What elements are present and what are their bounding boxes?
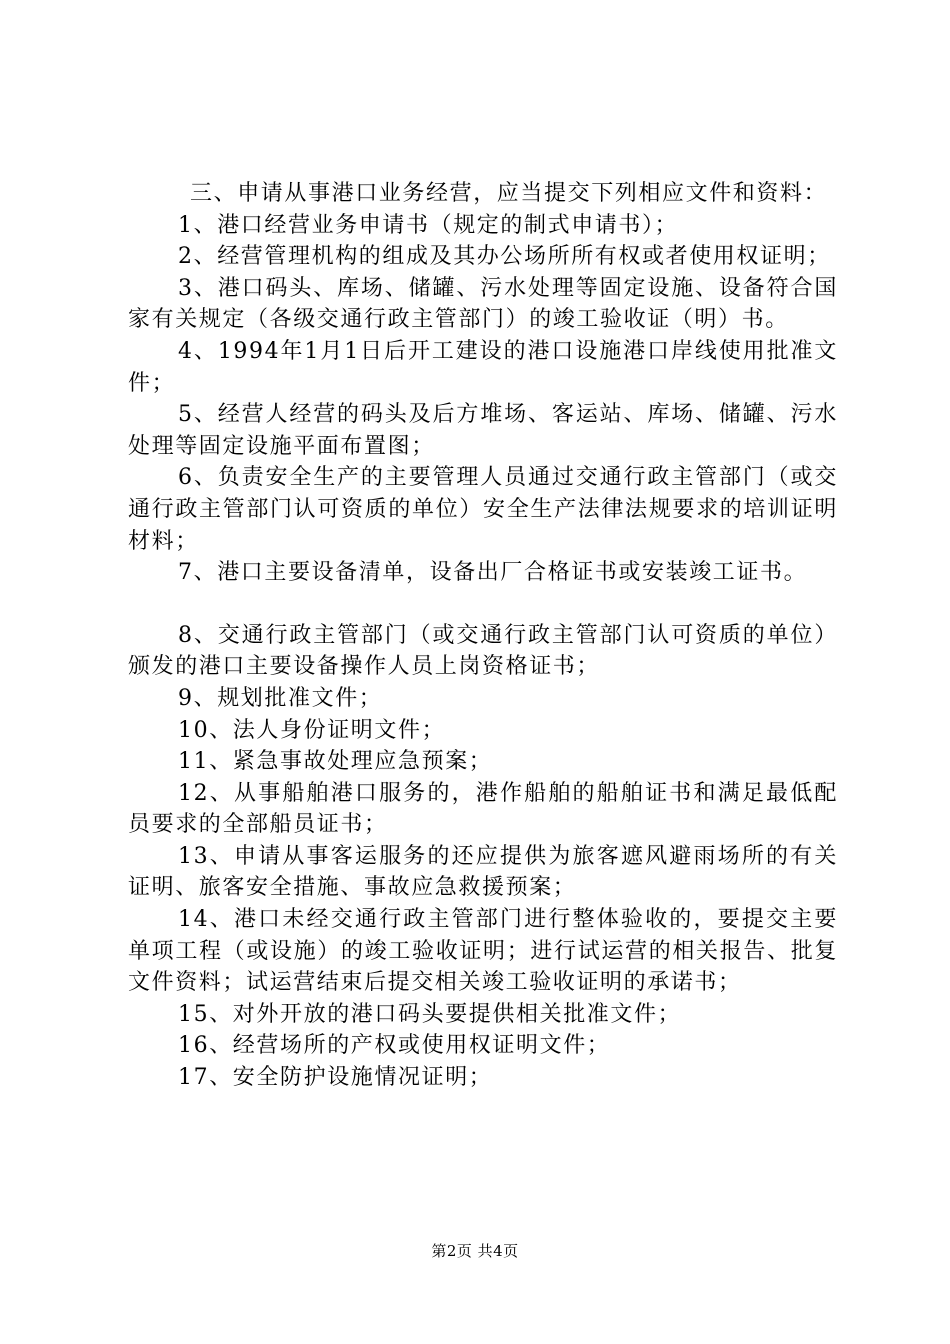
list-item-16: 16、经营场所的产权或使用权证明文件； xyxy=(178,1033,611,1059)
section-heading-paragraph: 三、申请从事港口业务经营，应当提交下列相应文件和资料： xyxy=(190,181,828,206)
list-item-8: 8、交通行政主管部门（或交通行政主管部门认可资质的单位）颁发的港口主要设备操作人员上岗资格证书； xyxy=(128,622,838,680)
list-item-9: 9、规划批准文件； xyxy=(178,685,383,711)
list-item-17: 17、安全防护设施情况证明； xyxy=(178,1065,493,1091)
list-item-10: 10、法人身份证明文件； xyxy=(178,717,446,743)
list-item-5: 5、经营人经营的码头及后方堆场、客运站、库场、储罐、污水处理等固定设施平面布置图； xyxy=(128,402,838,459)
list-item-14: 14、港口未经交通行政主管部门进行整体验收的，要提交主要单项工程（或设施）的竣工验收证明；进行试运营的相关报告、批复文件资料；试运营结束后提交相关竣工验收证明的承诺书； xyxy=(128,907,838,996)
document-body xyxy=(128,178,838,1094)
page-footer: 第2页 共4页 xyxy=(431,1242,519,1260)
list-item-15: 15、对外开放的港口码头要提供相关批准文件； xyxy=(178,1001,682,1027)
list-item-12: 12、从事船舶港口服务的，港作船舶的船舶证书和满足最低配员要求的全部船员证书； xyxy=(128,780,838,838)
list-item-4: 4、1994年1月1日后开工建设的港口设施港口岸线使用批准文件； xyxy=(128,338,838,396)
list-item-2: 2、经营管理机构的组成及其办公场所所有权或者使用权证明； xyxy=(178,244,831,270)
list-item-3: 3、港口码头、库场、储罐、污水处理等固定设施、设备符合国家有关规定（各级交通行政主管部门）的竣工验收证（明）书。 xyxy=(128,275,838,333)
list-item-1: 1、港口经营业务申请书（规定的制式申请书）； xyxy=(178,212,679,238)
list-item-11: 11、紧急事故处理应急预案； xyxy=(178,749,493,775)
list-item-13: 13、申请从事客运服务的还应提供为旅客遮风避雨场所的有关证明、旅客安全措施、事故应急救援预案； xyxy=(128,843,838,901)
list-item-7: 7、港口主要设备清单，设备出厂合格证书或安装竣工证书。 xyxy=(178,560,808,586)
list-item-6: 6、负责安全生产的主要管理人员通过交通行政主管部门（或交通行政主管部门认可资质的单位）安全生产法律法规要求的培训证明材料； xyxy=(128,465,838,554)
